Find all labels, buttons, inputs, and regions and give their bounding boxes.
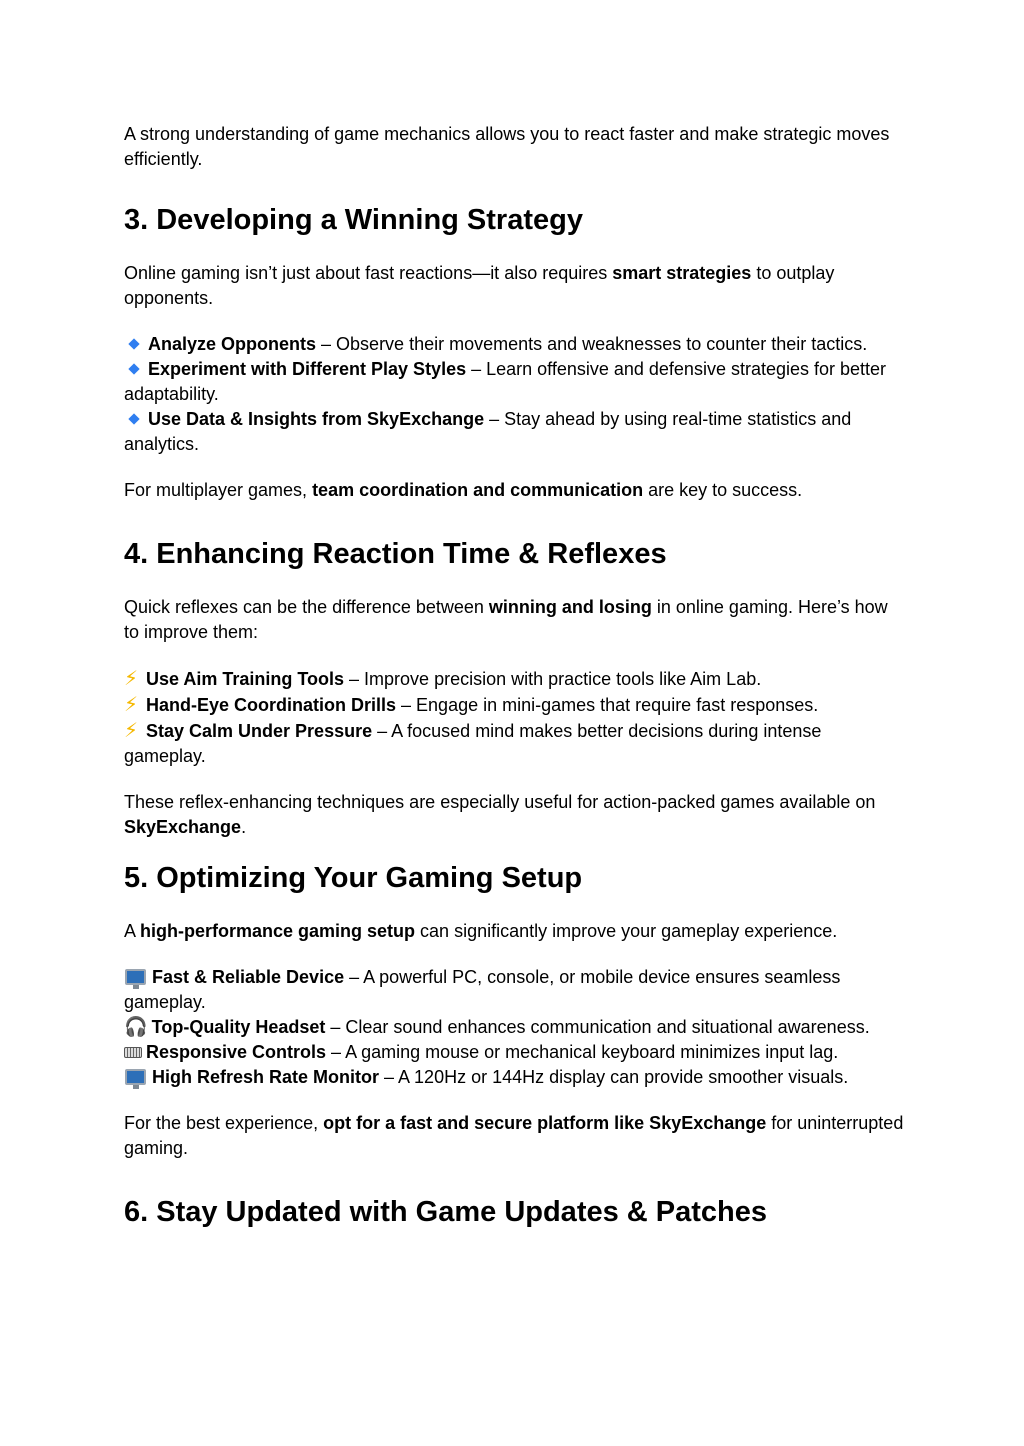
desktop-computer-icon (125, 969, 146, 985)
section-5-outro: For the best experience, opt for a fast and secure platform like SkyExchange for uninterrupted gaming. (124, 1113, 904, 1158)
list-item: 🎧 Top-Quality Headset – Clear sound enhances communication and situational awareness. (124, 1017, 870, 1038)
blue-diamond-icon (128, 339, 139, 350)
list-item: Experiment with Different Play Styles – Learn offensive and defensive strategies for better adaptability. (124, 359, 887, 404)
lightning-icon: ⚡ (124, 692, 139, 716)
list-item: Responsive Controls – A gaming mouse or mechanical keyboard minimizes input lag. (124, 1040, 904, 1065)
list-item: Use Data & Insights from SkyExchange – Stay ahead by using real-time statistics and analytics. (124, 409, 852, 454)
keyboard-icon (124, 1047, 142, 1058)
document-page (124, 122, 904, 1230)
section-5-list (124, 965, 904, 1090)
list-item: ⚡ Stay Calm Under Pressure – A focused mind makes better decisions during intense gameplay. (124, 718, 822, 766)
lightning-icon: ⚡ (124, 666, 139, 690)
section-3-list (124, 332, 904, 457)
lightning-icon: ⚡ (124, 718, 139, 742)
desktop-computer-icon (125, 1069, 146, 1085)
list-item: ⚡ Use Aim Training Tools – Improve precision with practice tools like Aim Lab. (124, 666, 762, 690)
blue-diamond-icon (128, 364, 139, 375)
list-item: Fast & Reliable Device – A powerful PC, console, or mobile device ensures seamless gameplay. (124, 967, 841, 1012)
section-4-outro: These reflex-enhancing techniques are especially useful for action-packed games available on SkyExchange. (124, 792, 876, 837)
headphones-icon: 🎧 (124, 1017, 148, 1038)
section-3-outro: For multiplayer games, team coordination and communication are key to success. (124, 480, 803, 500)
section-3-intro: Online gaming isn’t just about fast reactions—it also requires smart strategies to outplay opponents. (124, 263, 835, 308)
list-item: Analyze Opponents – Observe their movements and weaknesses to counter their tactics. (124, 332, 904, 357)
section-4-intro: Quick reflexes can be the difference between winning and losing in online gaming. Here’s how to improve them: (124, 597, 888, 642)
list-item: High Refresh Rate Monitor – A 120Hz or 144Hz display can provide smoother visuals. (124, 1065, 904, 1090)
section-6-heading: 6. Stay Updated with Game Updates & Patches (124, 1196, 768, 1228)
section-4-heading: 4. Enhancing Reaction Time & Reflexes (124, 538, 667, 570)
section-5-intro: A high-performance gaming setup can significantly improve your gameplay experience. (124, 921, 838, 941)
section-3-heading: 3. Developing a Winning Strategy (124, 204, 583, 236)
intro-paragraph: A strong understanding of game mechanics allows you to react faster and make strategic moves efficiently. (124, 124, 890, 169)
blue-diamond-icon (128, 414, 139, 425)
section-5-heading: 5. Optimizing Your Gaming Setup (124, 862, 583, 894)
section-4-list (124, 666, 904, 769)
list-item: ⚡ Hand-Eye Coordination Drills – Engage in mini-games that require fast responses. (124, 692, 819, 716)
